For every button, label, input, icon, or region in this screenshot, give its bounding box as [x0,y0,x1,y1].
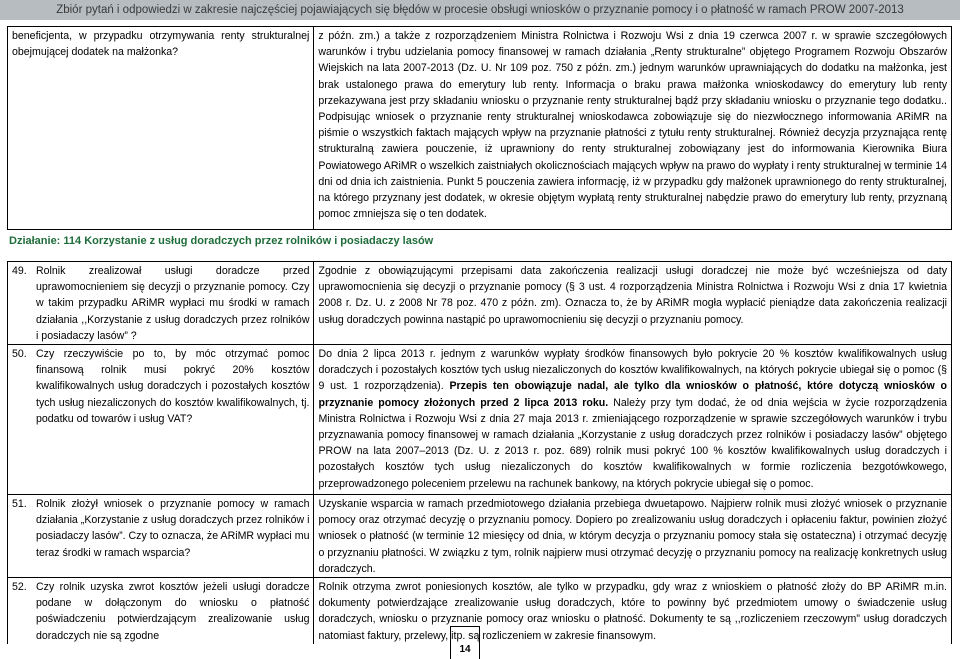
page-number: 14 [459,644,471,655]
answer-text: Zgodnie z obowiązującymi przepisami data zakończenia realizacji usługi doradczej nie może być wcześniejsza od daty uprawomocnienia się decyzji o przyznanie pomocy (§ 3 ust. 4 rozporządzenia Ministra Rolnictwa i Rozwoju Wsi z dnia 17 kwietnia 2008 r. Dz. U. z 2008 Nr 78 poz. 470 z późn. zm). Oznacza to, że by ARiMR mogła wypłacić pieniądze data zakończenia realizacji usług doradczych powinna nastąpić po uprawomocnieniu się decyzji o przyznaniu pomocy. [318,265,947,326]
question-cell [8,27,314,230]
question-number: 50. [12,348,27,361]
answer-cell [314,27,952,230]
answer-text: z późn. zm.) a także z rozporządzeniem Ministra Rolnictwa i Rozwoju Wsi z dnia 19 czerwca 2007 r. w sprawie szczegółowych warunków i trybu udzielania pomocy finansowej w ramach działania „Renty strukturalne” objętego Programem Rozwoju Obszarów Wiejskich na lata 2007-2013 (Dz. U. Nr 109 poz. 750 z późn. zm.) jednym warunków uprawniających do dodatku na małżonka, jest brak ustalonego prawa do emerytury lub renty. Informacja o braku prawa małżonka wnioskodawcy do emerytury lub renty przekazywana jest przy składaniu wniosku o przyznanie renty strukturalnej bądź przy składaniu wniosku o przyznanie tego dodatku.. Podpisując wniosek o przyznanie renty strukturalnej wnioskodawca zobowiązuje się do niezwłocznego informowania ARiMR na piśmie o wszystkich faktach mających wpływ na przyznanie płatności z tytułu renty strukturalnej. Również decyzja przyznająca rentę strukturalną zawiera pouczenie, iż uprawniony do renty strukturalnej zobowiązany jest do informowania Kierownika Biura Powiatowego ARiMR o wszelkich zaistniałych okolicznościach mających wpływ na prawo do wypłaty i renty strukturalnej w terminie 14 dni od dnia ich zaistnienia. Punkt 5 pouczenia zawiera informację, iż w przypadku gdy małżonek uprawnionego do renty strukturalnej, na którego przyznany jest dodatek, w okresie objętym wypłatą renty strukturalnej nabędzie prawo do emerytury lub renty, przyznaną pomoc zmniejsza się o ten dodatek. [318,30,947,221]
continued-qa-table [7,26,952,230]
question-text: beneficjenta, w przypadku otrzymywania renty strukturalnej obejmującej dodatek na małżonka? [12,30,310,59]
answer-text: Uzyskanie wsparcia w ramach przedmiotowego działania przebiega dwuetapowo. Najpierw rolnik musi złożyć wniosek o przyznanie pomocy oraz otrzymać decyzję o przyznaniu pomocy. Dopiero po zrealizowaniu usług doradczych i opłaceniu faktur, powinien złożyć wniosek o płatność (w terminie 12 miesięcy od dnia, w którym decyzja o przyznaniu pomocy stała się ostateczna) i otrzymać decyzję o przyznaniu płatności. W związku z tym, rolnik najpierw musi otrzymać decyzję o przyznaniu pomocy na realizację konkretnych usług doradczych. [318,498,947,575]
answer-cell [314,495,952,578]
document-header: Zbiór pytań i odpowiedzi w zakresie najczęściej pojawiających się błędów w procesie obsługi wniosków o przyznanie pomocy i o płatność w ramach PROW 2007-2013 [0,0,960,20]
section-title: Działanie: 114 Korzystanie z usług doradczych przez rolników i posiadaczy lasów [9,235,434,247]
question-number: 52. [12,581,27,594]
answer-text-bold: Przepis ten obowiązuje nadal, ale tylko dla wniosków o płatność, które dotyczą wniosków o przyznanie pomocy złożonych przed 2 lipca 2013 roku. [318,380,947,409]
table-row [8,27,952,230]
question-cell [8,345,314,495]
question-text: Rolnik złożył wniosek o przyznanie pomocy w ramach działania „Korzystanie z usług doradczych przez rolników i posiadaczy lasów”. Czy to oznacza, że ARiMR wypłaci mu teraz środki w ramach wsparcia? [36,498,310,559]
question-text: Czy rolnik uzyska zwrot kosztów jeżeli usługi doradcze podane w dołączonym do wniosku o płatność poświadczeniu potwierdzającym zrealizowanie usług doradczych nie są zgodne [36,581,310,642]
table-row [8,345,952,495]
question-cell [8,262,314,345]
answer-text: Rolnik otrzyma zwrot poniesionych kosztów, ale tylko w przypadku, gdy wraz z wnioskiem o płatność złoży do BP ARiMR m.in. dokumenty potwierdzające zrealizowanie usług doradczych, które to powinny być przedmiotem umowy o świadczenie usług doradczych, wniosku o przyznanie pomocy oraz wniosku o płatność. Dokumenty te są ,,rozliczeniem rzeczowym” usług doradczych natomiast faktury, przelewy, itp. są rozliczeniem w zakresie finansowym. [318,581,947,642]
answer-text-part-a: Do dnia 2 lipca 2013 r. jednym z warunków wypłaty środków finansowych było pokrycie 20 % kosztów kwalifikowalnych usług doradczych i pozostałych kosztów tych usług niezaliczonych do kosztów kwalifikowalnych, na których pokrycie ubiegał się o pomoc (§ 9 ust. 1 rozporządzenia). [318,348,947,393]
question-text: Rolnik zrealizował usługi doradcze przed uprawomocnieniem się decyzji o przyznanie pomocy. Czy w takim przypadku ARiMR wypłaci mu środki w ramach działania ,,Korzystanie z usług doradczych przez rolników i posiadaczy lasów” ? [36,265,310,342]
answer-cell [314,578,952,644]
question-number: 51. [12,498,27,511]
question-cell [8,495,314,578]
answer-text-part-b: Należy przy tym dodać, że od dnia wejścia w życie rozporządzenia Ministra Rolnictwa i Rozwoju Wsi z dnia 27 maja 2013 r. zmieniającego rozporządzenie w sprawie szczegółowych warunków i trybu przyznawania pomocy finansowej w ramach działania „Korzystanie z usług doradczych przez rolników i posiadaczy lasów” objętego PROW na lata 2007–2013 (Dz. U. z 2013 r. poz. 689) rolnik musi pokryć 100 % kosztów kwalifikowalnych usług doradczych i pozostałych kosztów tych usług niezaliczonych do kosztów kwalifikowalnych w formie rozliczenia bezgotówkowego, przeprowadzonego poleceniem przelewu na rachunek bankowy, na których pokrycie ubiegał się o pomoc. [318,396,947,490]
question-text: Czy rzeczywiście po to, by móc otrzymać pomoc finansową rolnik musi pokryć 20% kosztów kwalifikowalnych usług doradczych i pozostałych kosztów tych usług niezaliczonych do kosztów kwalifikowalnych, tj. podatku od towarów i usług VAT? [36,348,310,425]
question-cell [8,578,314,644]
qa-table [7,261,952,644]
answer-cell [314,345,952,495]
table-row [8,495,952,578]
question-number: 49. [12,265,27,277]
table-row [8,262,952,345]
answer-cell [314,262,952,345]
